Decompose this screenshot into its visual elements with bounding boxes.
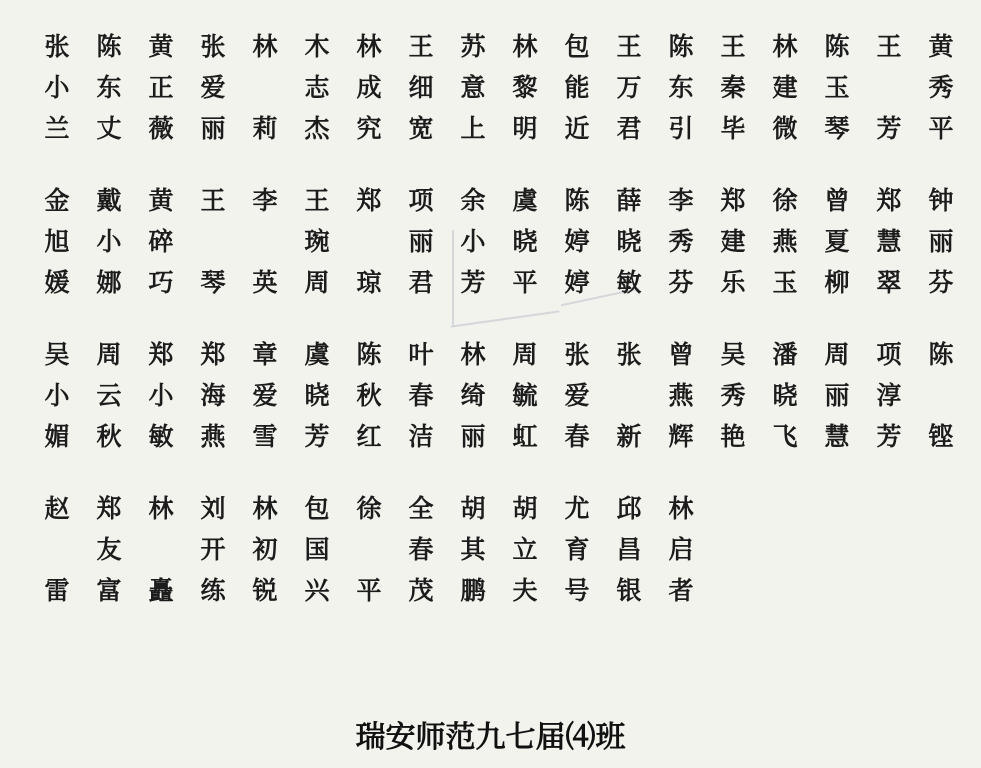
name-character: 绮 (460, 381, 486, 410)
name-character: 旭 (44, 227, 70, 256)
name-character: 琴 (200, 268, 226, 297)
name-character: 启 (668, 535, 694, 564)
name-character: 立 (512, 535, 538, 564)
name-character: 媚 (44, 422, 70, 451)
name-character (863, 67, 915, 108)
name-character: 赵 (44, 494, 70, 523)
name-character: 小 (460, 227, 486, 256)
name-character: 林 (512, 32, 538, 61)
name-character (707, 570, 759, 611)
name-character (811, 488, 863, 529)
roster-row (31, 570, 967, 611)
name-character: 陈 (356, 340, 382, 369)
name-character: 周 (512, 340, 538, 369)
name-character: 银 (616, 576, 642, 605)
name-character: 艳 (720, 422, 746, 451)
name-character: 陈 (928, 340, 954, 369)
name-character: 敏 (148, 422, 174, 451)
name-character: 能 (564, 73, 590, 102)
name-character: 薇 (148, 114, 174, 143)
name-character: 苏 (460, 32, 486, 61)
name-character: 林 (460, 340, 486, 369)
name-character: 成 (356, 73, 382, 102)
name-character (915, 529, 967, 570)
name-character: 秀 (720, 381, 746, 410)
name-character: 兰 (44, 114, 70, 143)
name-character: 锐 (252, 576, 278, 605)
name-character: 芳 (304, 422, 330, 451)
name-character: 郑 (200, 340, 226, 369)
name-character: 夫 (512, 576, 538, 605)
name-character: 慧 (876, 227, 902, 256)
name-character: 潘 (772, 340, 798, 369)
name-character: 茂 (408, 576, 434, 605)
name-character (915, 488, 967, 529)
name-character: 林 (772, 32, 798, 61)
name-character: 莉 (252, 114, 278, 143)
name-character: 号 (564, 576, 590, 605)
name-character: 友 (96, 535, 122, 564)
name-character (187, 221, 239, 262)
name-character: 周 (824, 340, 850, 369)
name-character (239, 221, 291, 262)
name-character: 婷 (564, 227, 590, 256)
name-character: 晓 (616, 227, 642, 256)
roster-row (31, 375, 967, 416)
name-character: 吴 (720, 340, 746, 369)
name-character (863, 488, 915, 529)
name-character: 琴 (824, 114, 850, 143)
name-character: 项 (876, 340, 902, 369)
name-grid (31, 26, 967, 642)
name-character: 林 (252, 32, 278, 61)
name-character: 飞 (772, 422, 798, 451)
roster-row (31, 529, 967, 570)
name-character: 爱 (200, 73, 226, 102)
name-character: 东 (668, 73, 694, 102)
name-character: 爱 (252, 381, 278, 410)
name-character: 薛 (616, 186, 642, 215)
name-character: 黄 (148, 186, 174, 215)
name-character: 平 (928, 114, 954, 143)
name-character: 陈 (96, 32, 122, 61)
name-character: 丽 (824, 381, 850, 410)
name-character: 君 (616, 114, 642, 143)
roster-row (31, 67, 967, 108)
name-character: 晓 (772, 381, 798, 410)
name-character: 春 (408, 535, 434, 564)
name-character: 郑 (96, 494, 122, 523)
name-character: 宽 (408, 114, 434, 143)
name-character (915, 570, 967, 611)
name-character: 晓 (512, 227, 538, 256)
name-character: 媛 (44, 268, 70, 297)
name-character: 曾 (668, 340, 694, 369)
name-character: 平 (512, 268, 538, 297)
name-character: 国 (304, 535, 330, 564)
name-character: 铿 (928, 422, 954, 451)
name-character: 育 (564, 535, 590, 564)
name-character: 陈 (824, 32, 850, 61)
name-character: 包 (304, 494, 330, 523)
name-character: 富 (96, 576, 122, 605)
name-character: 敏 (616, 268, 642, 297)
name-character: 春 (564, 422, 590, 451)
name-character: 红 (356, 422, 382, 451)
roster-row (31, 262, 967, 303)
name-character: 雷 (44, 576, 70, 605)
name-character: 黎 (512, 73, 538, 102)
name-character: 刘 (200, 494, 226, 523)
name-character: 巧 (148, 268, 174, 297)
name-character: 秀 (928, 73, 954, 102)
name-character: 李 (668, 186, 694, 215)
name-character: 夏 (824, 227, 850, 256)
name-character: 玉 (824, 73, 850, 102)
name-character: 邱 (616, 494, 642, 523)
name-character: 小 (44, 73, 70, 102)
name-character: 包 (564, 32, 590, 61)
name-character: 虹 (512, 422, 538, 451)
name-character: 林 (252, 494, 278, 523)
name-character: 者 (668, 576, 694, 605)
roster-block (31, 180, 967, 303)
name-character: 丽 (200, 114, 226, 143)
name-character: 丽 (460, 422, 486, 451)
name-character: 正 (148, 73, 174, 102)
roster-row (31, 416, 967, 457)
name-character: 柳 (824, 268, 850, 297)
name-character: 其 (460, 535, 486, 564)
name-character: 曾 (824, 186, 850, 215)
caption: 瑞安师范九七届⑷班 (355, 720, 626, 755)
name-character: 芳 (876, 422, 902, 451)
name-character (915, 375, 967, 416)
name-character: 戴 (96, 186, 122, 215)
name-character: 乐 (720, 268, 746, 297)
name-character: 洁 (408, 422, 434, 451)
name-character (707, 529, 759, 570)
name-character: 王 (720, 32, 746, 61)
name-character: 芬 (928, 268, 954, 297)
roster-block (31, 26, 967, 149)
name-character: 东 (96, 73, 122, 102)
roster-row (31, 221, 967, 262)
name-character: 尤 (564, 494, 590, 523)
name-character: 丽 (408, 227, 434, 256)
name-character: 究 (356, 114, 382, 143)
name-character: 鹏 (460, 576, 486, 605)
name-character: 郑 (876, 186, 902, 215)
name-character: 陈 (564, 186, 590, 215)
name-character: 林 (668, 494, 694, 523)
name-character: 海 (200, 381, 226, 410)
name-character: 辉 (668, 422, 694, 451)
name-character (863, 529, 915, 570)
name-character: 淳 (876, 381, 902, 410)
name-character: 芬 (668, 268, 694, 297)
name-character: 玉 (772, 268, 798, 297)
name-character: 虞 (304, 340, 330, 369)
name-character: 明 (512, 114, 538, 143)
name-character (759, 529, 811, 570)
name-character: 徐 (772, 186, 798, 215)
name-character: 翠 (876, 268, 902, 297)
name-character: 上 (460, 114, 486, 143)
name-character: 万 (616, 73, 642, 102)
name-character: 虞 (512, 186, 538, 215)
name-character: 意 (460, 73, 486, 102)
name-character: 徐 (356, 494, 382, 523)
name-character: 钟 (928, 186, 954, 215)
name-character: 王 (616, 32, 642, 61)
name-character: 郑 (148, 340, 174, 369)
name-character (863, 570, 915, 611)
name-character: 王 (304, 186, 330, 215)
name-character (603, 375, 655, 416)
name-character: 晓 (304, 381, 330, 410)
name-character: 微 (772, 114, 798, 143)
name-character: 金 (44, 186, 70, 215)
name-character: 引 (668, 114, 694, 143)
name-character (135, 529, 187, 570)
name-character: 陈 (668, 32, 694, 61)
name-character: 郑 (356, 186, 382, 215)
name-character: 叶 (408, 340, 434, 369)
name-character: 新 (616, 422, 642, 451)
name-character: 秦 (720, 73, 746, 102)
name-character: 小 (96, 227, 122, 256)
name-character: 矗 (148, 576, 174, 605)
name-character (811, 529, 863, 570)
name-character: 练 (200, 576, 226, 605)
name-character: 周 (96, 340, 122, 369)
name-character: 项 (408, 186, 434, 215)
name-character: 雪 (252, 422, 278, 451)
name-character: 余 (460, 186, 486, 215)
name-character: 小 (44, 381, 70, 410)
name-character: 开 (200, 535, 226, 564)
name-character: 章 (252, 340, 278, 369)
name-character: 林 (356, 32, 382, 61)
name-character: 娜 (96, 268, 122, 297)
name-character: 春 (408, 381, 434, 410)
name-character: 胡 (460, 494, 486, 523)
name-character: 张 (564, 340, 590, 369)
roster-row (31, 488, 967, 529)
name-character (759, 488, 811, 529)
roster-row (31, 180, 967, 221)
name-character: 君 (408, 268, 434, 297)
name-character: 胡 (512, 494, 538, 523)
name-character: 细 (408, 73, 434, 102)
name-character: 婷 (564, 268, 590, 297)
name-character: 张 (616, 340, 642, 369)
name-character: 芳 (460, 268, 486, 297)
name-character (811, 570, 863, 611)
name-character: 毓 (512, 381, 538, 410)
name-character: 云 (96, 381, 122, 410)
name-character: 慧 (824, 422, 850, 451)
name-character: 秋 (356, 381, 382, 410)
name-character: 郑 (720, 186, 746, 215)
name-character: 初 (252, 535, 278, 564)
roster-block (31, 488, 967, 611)
name-character: 林 (148, 494, 174, 523)
name-character: 建 (720, 227, 746, 256)
name-character: 王 (200, 186, 226, 215)
name-character (239, 67, 291, 108)
name-character (343, 529, 395, 570)
name-character: 兴 (304, 576, 330, 605)
name-character (31, 529, 83, 570)
name-character: 爱 (564, 381, 590, 410)
name-character: 碎 (148, 227, 174, 256)
roster-row (31, 26, 967, 67)
name-character: 杰 (304, 114, 330, 143)
name-character: 燕 (772, 227, 798, 256)
name-character: 毕 (720, 114, 746, 143)
name-character: 吴 (44, 340, 70, 369)
name-character: 琼 (356, 268, 382, 297)
name-character (707, 488, 759, 529)
name-character: 小 (148, 381, 174, 410)
name-character: 芳 (876, 114, 902, 143)
roster-row (31, 108, 967, 149)
name-character: 建 (772, 73, 798, 102)
name-character: 平 (356, 576, 382, 605)
name-character: 张 (44, 32, 70, 61)
name-character: 黄 (148, 32, 174, 61)
name-character (759, 570, 811, 611)
name-character: 丈 (96, 114, 122, 143)
name-character: 周 (304, 268, 330, 297)
name-character: 李 (252, 186, 278, 215)
name-character: 木 (304, 32, 330, 61)
name-character: 志 (304, 73, 330, 102)
roster-block (31, 334, 967, 457)
name-character: 全 (408, 494, 434, 523)
name-character: 王 (876, 32, 902, 61)
name-character: 琬 (304, 227, 330, 256)
name-character: 秀 (668, 227, 694, 256)
name-character: 燕 (200, 422, 226, 451)
name-character: 黄 (928, 32, 954, 61)
name-character: 英 (252, 268, 278, 297)
name-character: 近 (564, 114, 590, 143)
name-character: 张 (200, 32, 226, 61)
name-character: 王 (408, 32, 434, 61)
name-character: 丽 (928, 227, 954, 256)
name-character (343, 221, 395, 262)
name-character: 燕 (668, 381, 694, 410)
name-character: 昌 (616, 535, 642, 564)
roster-row (31, 334, 967, 375)
name-character: 秋 (96, 422, 122, 451)
